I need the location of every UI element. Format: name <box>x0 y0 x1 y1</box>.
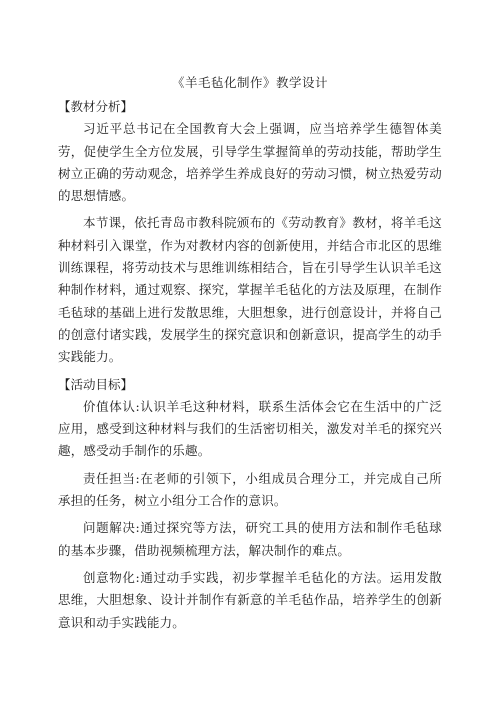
paragraph: 问题解决:通过探究等方法，研究工具的使用方法和制作毛毡球的基本步骤，借助视频梳理方法，解决制作的难点。 <box>58 520 442 558</box>
paragraph: 创意物化:通过动手实践，初步掌握羊毛毡化的方法。运用发散思维，大胆想象、设计并制作有新意的羊毛毡作品，培养学生的创新意识和动手实践能力。 <box>58 569 442 630</box>
document-title: 《羊毛毡化制作》教学设计 <box>171 75 328 90</box>
paragraph: 价值体认:认识羊毛这种材料，联系生活体会它在生活中的广泛应用，感受到这种材料与我们的生活密切相关，激发对羊毛的探究兴趣，感受动手制作的乐趣。 <box>58 398 442 459</box>
document-body <box>58 96 442 639</box>
section-heading-activity-goals: 【活动目标】 <box>58 376 134 392</box>
paragraph: 习近平总书记在全国教育大会上强调，应当培养学生德智体美劳，促使学生全方位发展，引导学生掌握简单的劳动技能，帮助学生树立正确的劳动观念，培养学生养成良好的劳动习惯，树立热爱劳动的思想情感。 <box>58 121 442 204</box>
paragraph: 本节课，依托青岛市教科院颁布的《劳动教育》教材，将羊毛这种材料引入课堂，作为对教材内容的创新使用，并结合市北区的思维训练课程，将劳动技术与思维训练相结合，旨在引导学生认识羊毛这种制作材料，通过观察、探究，掌握羊毛毡化的方法及原理，在制作毛毡球的基础上进行发散思维，大胆想象，进行创意设计，并将自己的创意付诸实践，发展学生的探究意识和创新意识，提高学生的动手实践能力。 <box>58 215 442 365</box>
section-heading-textbook-analysis: 【教材分析】 <box>58 99 134 114</box>
paragraph: 责任担当:在老师的引领下，小组成员合理分工，并完成自己所承担的任务，树立小组分工合作的意识。 <box>58 470 442 509</box>
